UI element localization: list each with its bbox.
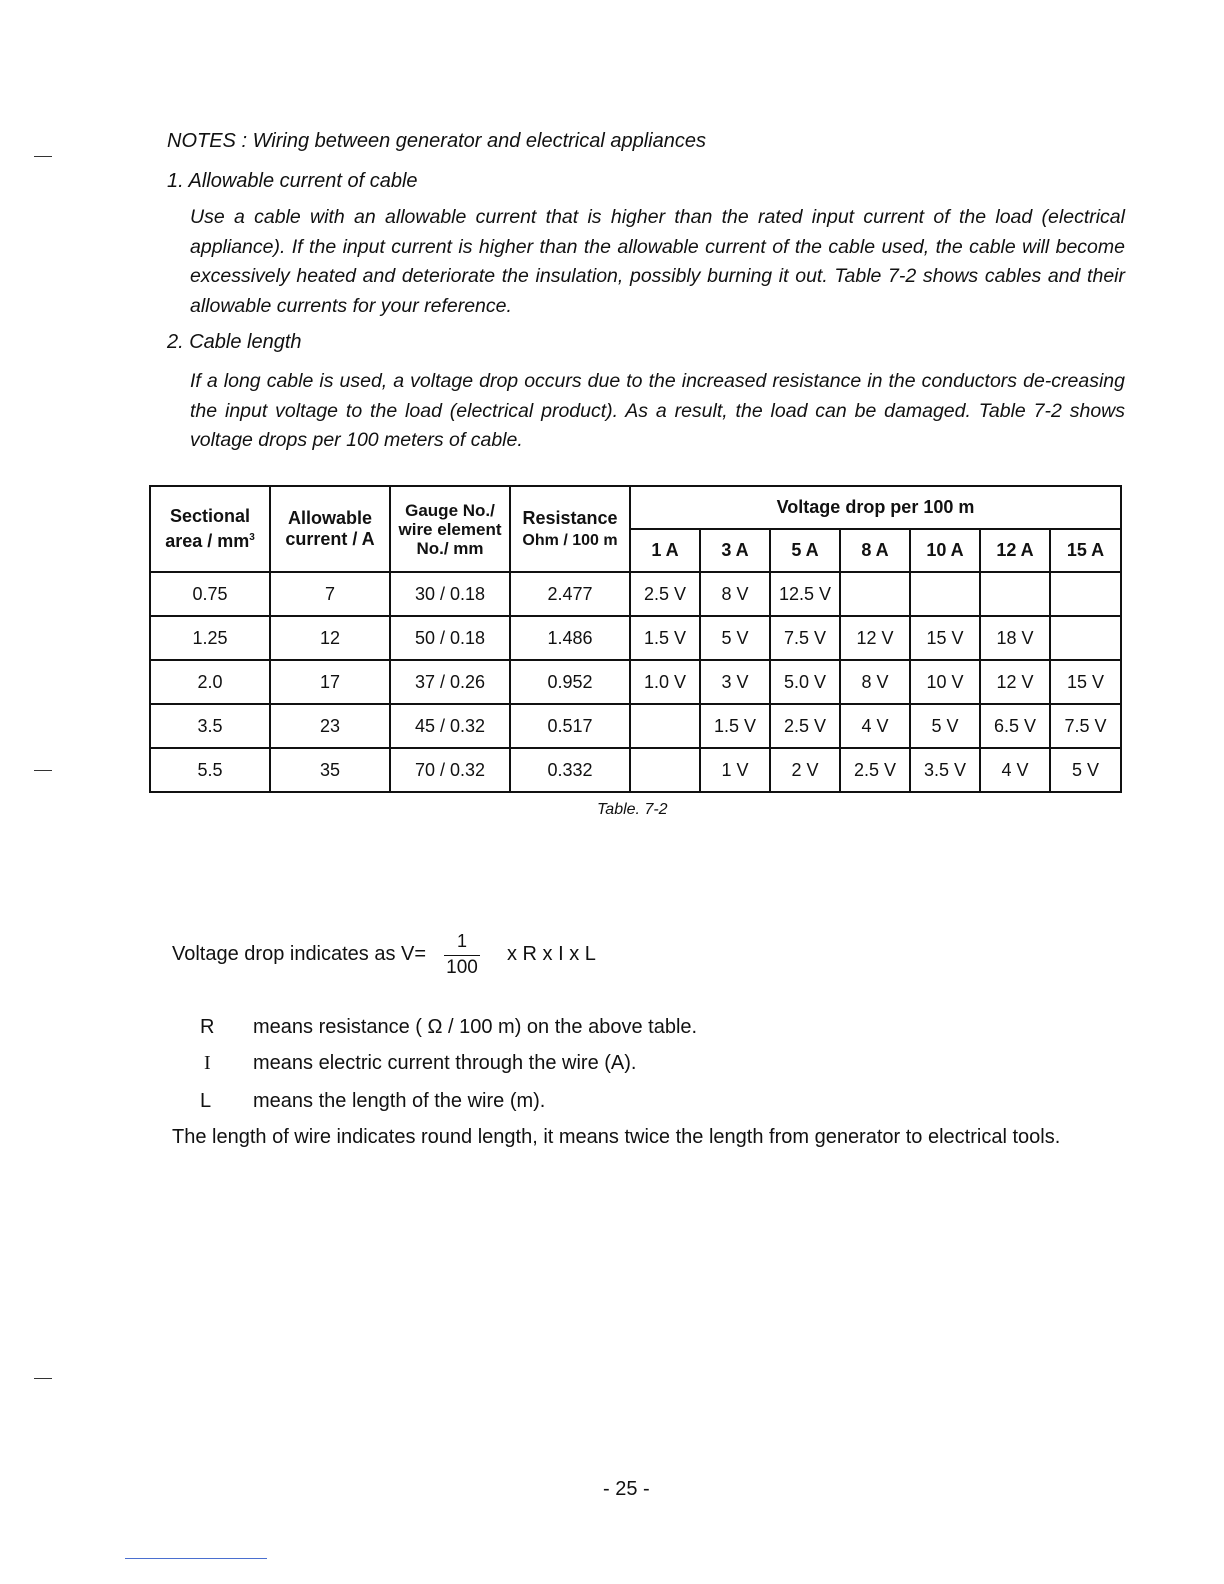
- cell-gauge: 37 / 0.26: [390, 660, 510, 704]
- cell-voltage-drop: 15 V: [1050, 660, 1121, 704]
- cell-current: 7: [270, 572, 390, 616]
- cell-voltage-drop: 7.5 V: [770, 616, 840, 660]
- definition-text: means the length of the wire (m).: [253, 1090, 546, 1112]
- cell-voltage-drop: 12 V: [840, 616, 910, 660]
- cell-voltage-drop: 2.5 V: [630, 572, 700, 616]
- notes-title: NOTES : Wiring between generator and electrical appliances: [167, 130, 706, 152]
- cell-voltage-drop: 5.0 V: [770, 660, 840, 704]
- header-current-3a: 3 A: [700, 529, 770, 572]
- header-current-5a: 5 A: [770, 529, 840, 572]
- cell-voltage-drop: 6.5 V: [980, 704, 1050, 748]
- cell-voltage-drop: [910, 572, 980, 616]
- bottom-rule: [125, 1558, 267, 1559]
- formula-fraction: [444, 930, 480, 980]
- cell-voltage-drop: 5 V: [700, 616, 770, 660]
- definition-symbol: R: [200, 1016, 215, 1038]
- cell-voltage-drop: 15 V: [910, 616, 980, 660]
- cell-resistance: 0.952: [510, 660, 630, 704]
- cell-current: 23: [270, 704, 390, 748]
- cell-area: 3.5: [150, 704, 270, 748]
- cell-voltage-drop: [630, 704, 700, 748]
- margin-mark-middle: [34, 770, 52, 771]
- table-row: [150, 616, 1121, 660]
- cell-area: 0.75: [150, 572, 270, 616]
- cell-area: 2.0: [150, 660, 270, 704]
- table-row: [150, 660, 1121, 704]
- header-current-1a: 1 A: [630, 529, 700, 572]
- margin-mark-top: [34, 156, 52, 157]
- cell-voltage-drop: 10 V: [910, 660, 980, 704]
- cell-resistance: 2.477: [510, 572, 630, 616]
- header-current-15a: 15 A: [1050, 529, 1121, 572]
- cell-voltage-drop: [630, 748, 700, 792]
- definition-symbol: I: [204, 1052, 211, 1074]
- definition-text: means electric current through the wire (A).: [253, 1052, 637, 1074]
- definition-symbol: L: [200, 1090, 212, 1112]
- wire-length-note: The length of wire indicates round length, it means twice the length from generator to electrical tools.: [172, 1126, 1061, 1148]
- cell-voltage-drop: 2.5 V: [770, 704, 840, 748]
- cell-current: 12: [270, 616, 390, 660]
- header-allowable-current: Allowable current / A: [270, 486, 390, 572]
- table-caption: Table. 7-2: [597, 801, 668, 818]
- cell-voltage-drop: 2.5 V: [840, 748, 910, 792]
- header-gauge: Gauge No./ wire element No./ mm: [390, 486, 510, 572]
- cell-voltage-drop: 3.5 V: [910, 748, 980, 792]
- cell-area: 5.5: [150, 748, 270, 792]
- cell-voltage-drop: 12 V: [980, 660, 1050, 704]
- cell-current: 35: [270, 748, 390, 792]
- cell-voltage-drop: [840, 572, 910, 616]
- cell-resistance: 0.517: [510, 704, 630, 748]
- cell-voltage-drop: 4 V: [980, 748, 1050, 792]
- cell-current: 17: [270, 660, 390, 704]
- formula-tail: x R x I x L: [507, 943, 596, 965]
- table-row: [150, 572, 1121, 616]
- section2-heading: 2. Cable length: [167, 331, 302, 353]
- cell-voltage-drop: 5 V: [910, 704, 980, 748]
- header-voltage-drop: Voltage drop per 100 m: [630, 486, 1121, 529]
- table-row: [150, 748, 1121, 792]
- cell-voltage-drop: 5 V: [1050, 748, 1121, 792]
- page-number: - 25 -: [603, 1478, 650, 1500]
- section1-heading: 1. Allowable current of cable: [167, 170, 418, 192]
- cell-voltage-drop: 3 V: [700, 660, 770, 704]
- header-resistance: Resistance Ohm / 100 m: [510, 486, 630, 572]
- header-current-10a: 10 A: [910, 529, 980, 572]
- cell-voltage-drop: 4 V: [840, 704, 910, 748]
- formula-numerator: 1: [456, 931, 467, 951]
- section1-body: Use a cable with an allowable current that is higher than the rated input current of the load (electrical appliance). If the input current is higher than the allowable current of the cable used, the cable will become excessively heated and deteriorate the insulation, possibly burning it out. Table 7-2 shows cables and their allowable currents for your reference.: [190, 206, 1125, 317]
- header-sectional-area: Sectional area / $mm^3$: [150, 486, 270, 572]
- cell-voltage-drop: [1050, 616, 1121, 660]
- cell-resistance: 1.486: [510, 616, 630, 660]
- formula-denominator: 100: [446, 957, 478, 978]
- section2-body: If a long cable is used, a voltage drop occurs due to the increased resistance in the conductors de-creasing the input voltage to the load (electrical product). As a result, the load can be damaged. Table 7-2 shows voltage drops per 100 meters of cable.: [190, 370, 1125, 451]
- table-row: [150, 704, 1121, 748]
- cell-voltage-drop: 2 V: [770, 748, 840, 792]
- cell-voltage-drop: 7.5 V: [1050, 704, 1121, 748]
- cell-voltage-drop: 8 V: [840, 660, 910, 704]
- cell-voltage-drop: 8 V: [700, 572, 770, 616]
- cell-voltage-drop: 18 V: [980, 616, 1050, 660]
- cell-resistance: 0.332: [510, 748, 630, 792]
- cell-gauge: 50 / 0.18: [390, 616, 510, 660]
- cable-table: [149, 485, 1122, 793]
- cell-voltage-drop: [980, 572, 1050, 616]
- cell-gauge: 30 / 0.18: [390, 572, 510, 616]
- cell-voltage-drop: [1050, 572, 1121, 616]
- definition-text: means resistance ( Ω / 100 m) on the above table.: [253, 1016, 698, 1038]
- header-current-12a: 12 A: [980, 529, 1050, 572]
- cell-voltage-drop: 1.0 V: [630, 660, 700, 704]
- cell-voltage-drop: 1.5 V: [700, 704, 770, 748]
- formula-lead: Voltage drop indicates as V=: [172, 943, 427, 965]
- cell-gauge: 45 / 0.32: [390, 704, 510, 748]
- margin-mark-bottom: [34, 1378, 52, 1379]
- cell-gauge: 70 / 0.32: [390, 748, 510, 792]
- cell-voltage-drop: 12.5 V: [770, 572, 840, 616]
- header-current-8a: 8 A: [840, 529, 910, 572]
- cell-voltage-drop: 1 V: [700, 748, 770, 792]
- voltage-drop-formula: [172, 930, 672, 990]
- cell-voltage-drop: 1.5 V: [630, 616, 700, 660]
- cell-area: 1.25: [150, 616, 270, 660]
